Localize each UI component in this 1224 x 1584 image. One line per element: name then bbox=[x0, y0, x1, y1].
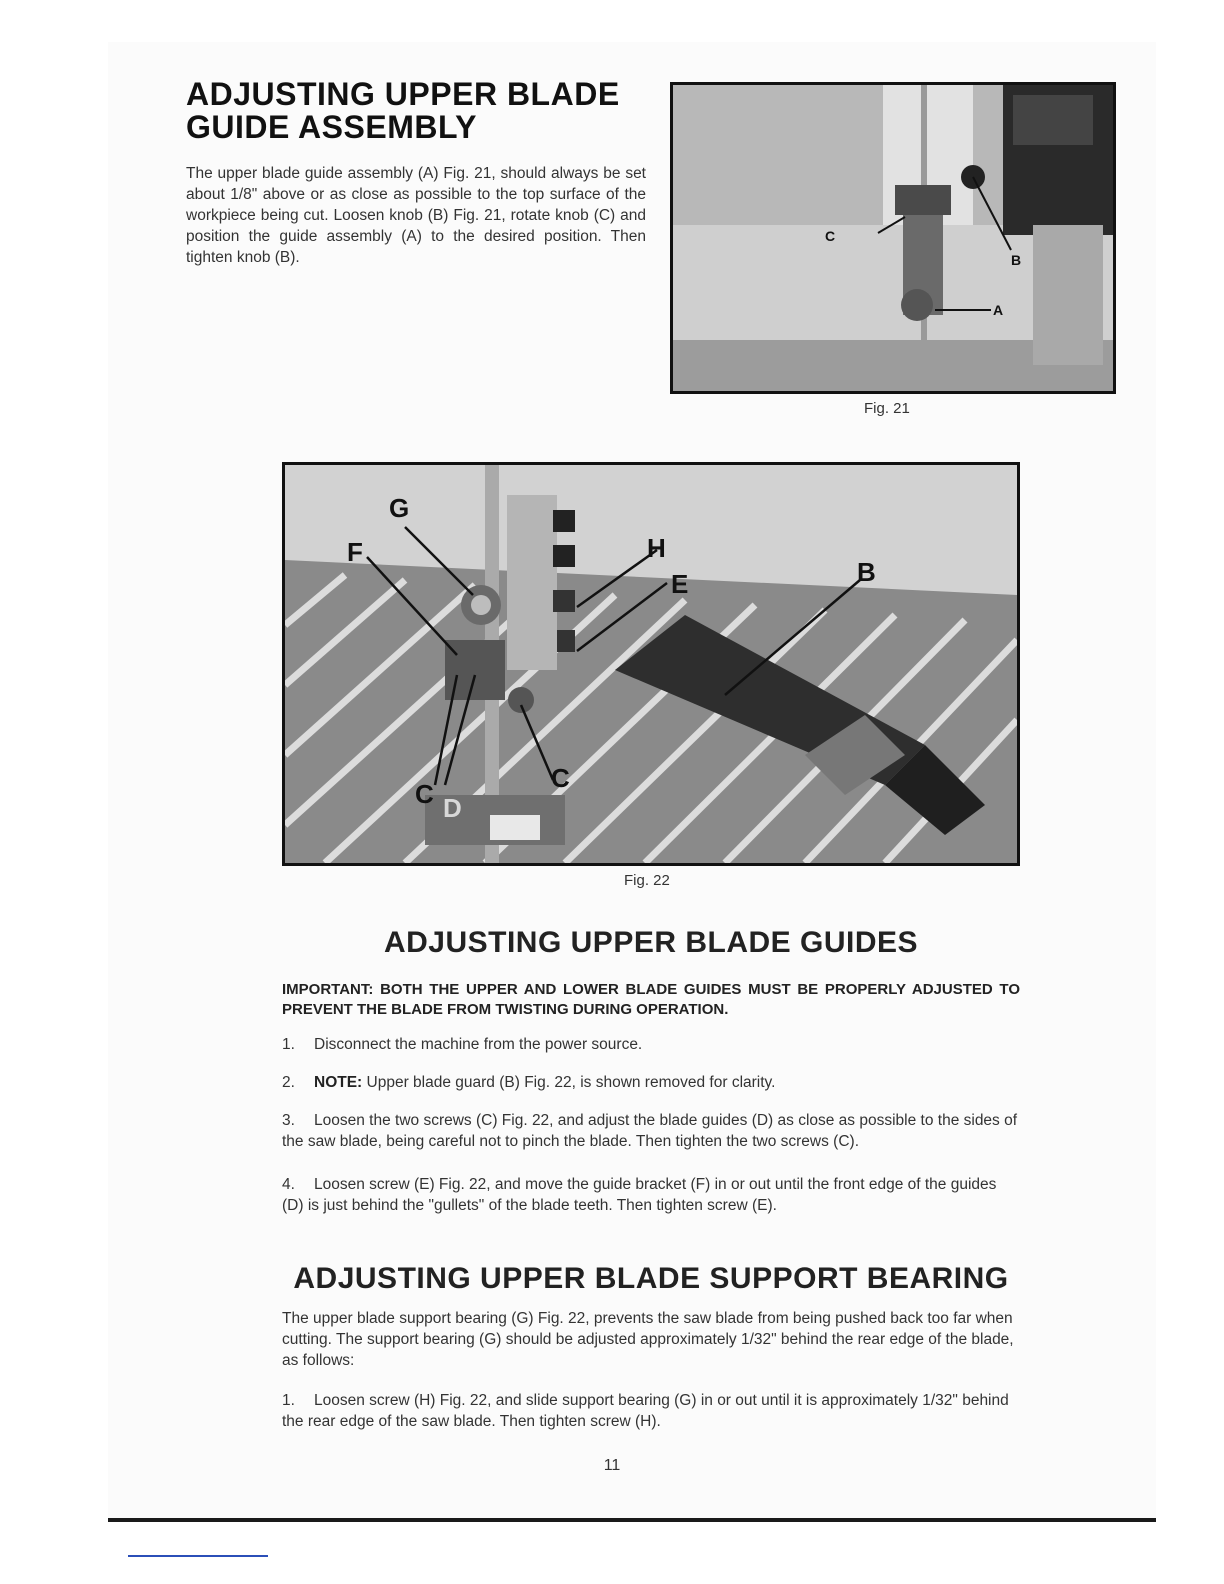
step-text: Upper blade guard (B) Fig. 22, is shown removed for clarity. bbox=[366, 1074, 776, 1091]
section-heading-support-bearing: ADJUSTING UPPER BLADE SUPPORT BEARING bbox=[293, 1262, 1009, 1295]
guide-assembly-paragraph: The upper blade guide assembly (A) Fig. 21, should always be set about 1/8" above or as close as possible to the top surface of the workpiece being cut. Loosen knob (B) Fig. 21, rotate knob (C) and position the guide assembly (A) to the desired position. Then tighten knob (B). bbox=[186, 165, 646, 266]
step-number: 2. bbox=[282, 1074, 295, 1091]
figure-21-illustration bbox=[673, 85, 1113, 391]
step-text: Disconnect the machine from the power source. bbox=[314, 1036, 643, 1053]
figure-22-illustration bbox=[285, 465, 1017, 863]
guides-step-4 bbox=[282, 1174, 1020, 1216]
support-bearing-paragraph: The upper blade support bearing (G) Fig. 22, prevents the saw blade from being pushed back too far when cutting. The support bearing (G) should be adjusted approximately 1/32" behind the rear edge of the blade, as follows: bbox=[282, 1310, 1014, 1369]
step-number: 1. bbox=[282, 1036, 295, 1053]
fig21-label-a: A bbox=[993, 302, 1004, 318]
figure-21-photo bbox=[670, 82, 1116, 394]
section-heading-guide-assembly bbox=[186, 78, 646, 144]
step-number: 1. bbox=[282, 1392, 295, 1409]
fig22-label-c-right: C bbox=[551, 763, 570, 793]
figure-22-caption: Fig. 22 bbox=[624, 872, 670, 889]
step-number: 4. bbox=[282, 1176, 295, 1193]
fig22-label-c-left: C bbox=[415, 779, 434, 809]
fig22-label-e: E bbox=[671, 569, 689, 599]
fig22-label-b: B bbox=[857, 557, 876, 587]
fig21-label-c: C bbox=[825, 228, 836, 244]
step-text: Loosen the two screws (C) Fig. 22, and adjust the blade guides (D) as close as possible to the sides of the saw blade, being careful not to pinch the blade. Then tighten the two screws (C). bbox=[282, 1112, 1018, 1150]
section-heading-blade-guides: ADJUSTING UPPER BLADE GUIDES bbox=[383, 926, 919, 959]
fig22-label-d: D bbox=[443, 793, 462, 823]
fig21-label-b: B bbox=[1011, 252, 1022, 268]
heading-line-1: ADJUSTING UPPER BLADE bbox=[186, 76, 620, 112]
guides-step-1 bbox=[282, 1034, 1020, 1055]
important-notice: IMPORTANT: BOTH THE UPPER AND LOWER BLADE GUIDES MUST BE PROPERLY ADJUSTED TO PREVENT THE BLADE FROM TWISTING DURING OPERATION. bbox=[282, 981, 1020, 1018]
guides-step-3 bbox=[282, 1110, 1020, 1152]
step-number: 3. bbox=[282, 1112, 295, 1129]
figure-22-photo bbox=[282, 462, 1020, 866]
heading-line-2: GUIDE ASSEMBLY bbox=[186, 109, 477, 145]
fig22-label-g: G bbox=[389, 493, 410, 523]
figure-21-caption: Fig. 21 bbox=[864, 400, 910, 417]
bearing-step-1 bbox=[282, 1390, 1020, 1432]
guides-step-2 bbox=[282, 1072, 1020, 1093]
page-number: 11 bbox=[603, 1457, 621, 1474]
fig22-label-h: H bbox=[647, 533, 666, 563]
fig22-label-f: F bbox=[347, 537, 363, 567]
step-note-label: NOTE: bbox=[314, 1074, 363, 1091]
step-text: Loosen screw (E) Fig. 22, and move the guide bracket (F) in or out until the front edge of the guides (D) is just behind the "gullets" of the blade teeth. Then tighten screw (E). bbox=[282, 1176, 997, 1214]
bottom-rule bbox=[108, 1518, 1156, 1522]
blue-rule bbox=[128, 1555, 268, 1557]
step-text: Loosen screw (H) Fig. 22, and slide support bearing (G) in or out until it is approximately 1/32" behind the rear edge of the saw blade. Then tighten screw (H). bbox=[282, 1392, 1009, 1430]
